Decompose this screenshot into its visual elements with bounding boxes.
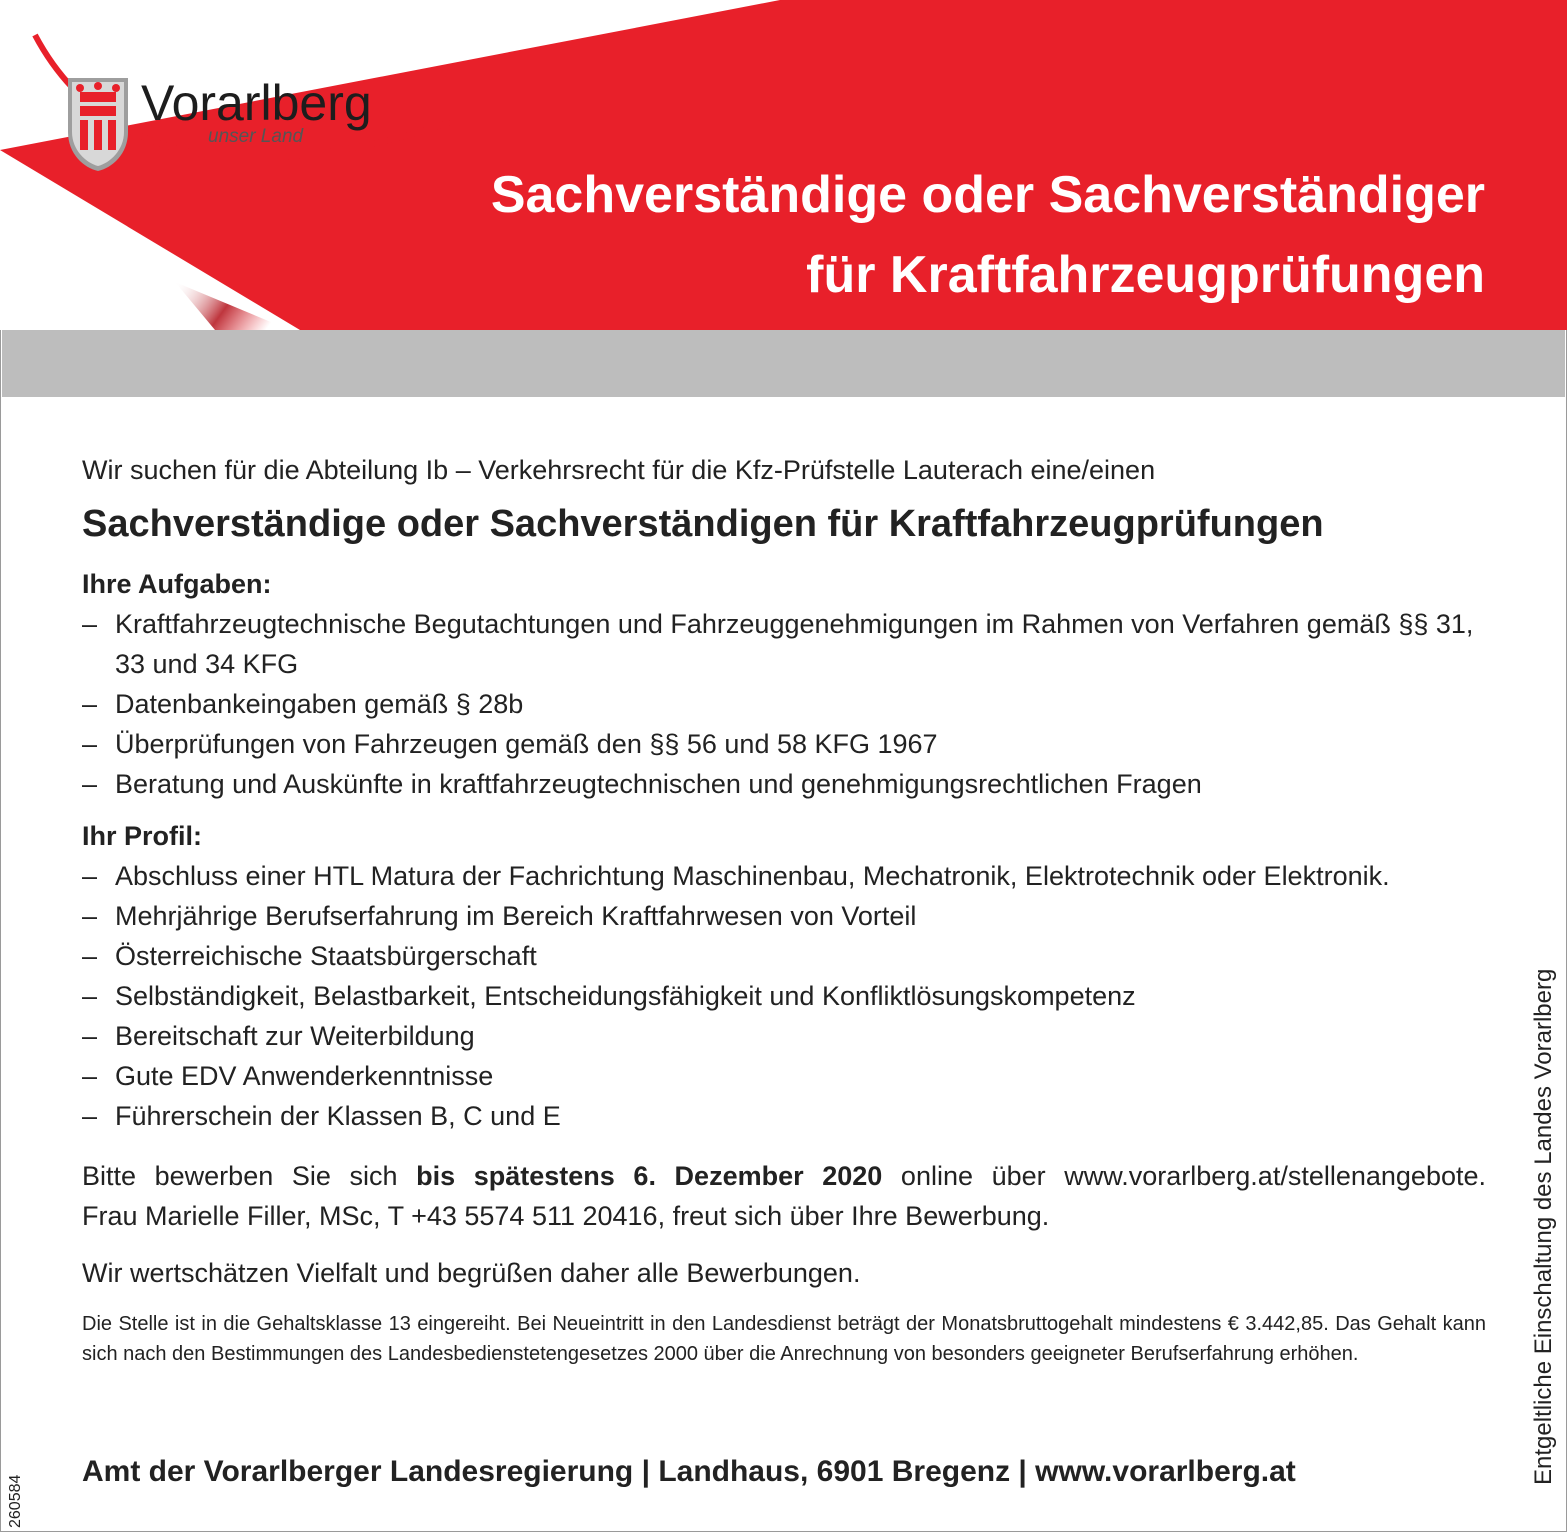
dash-bullet: – [82,981,98,1011]
coat-of-arms-icon [66,72,130,172]
list-item-text: Datenbankeingaben gemäß § 28b [115,689,524,719]
grey-divider-band [2,330,1565,397]
page-title [491,155,1485,315]
list-item-text: Abschluss einer HTL Matura der Fachrichtung Maschinenbau, Mechatronik, Elektrotechnik oder Elektronik. [115,861,1390,891]
tasks-heading: Ihre Aufgaben: [82,569,272,599]
list-item [82,684,1486,724]
profile-heading: Ihr Profil: [82,821,202,851]
dash-bullet: – [82,729,98,759]
list-item [82,604,1486,684]
list-item-text: Selbständigkeit, Belastbarkeit, Entscheidungsfähigkeit und Konfliktlösungskompetenz [115,981,1136,1011]
contact-person: Frau Marielle Filler, MSc, T +43 5574 511 20416, freut sich über Ihre Bewerbung. [82,1201,1050,1231]
list-item-text: Mehrjährige Berufserfahrung im Bereich Kraftfahrwesen von Vorteil [115,901,917,931]
dash-bullet: – [82,901,98,931]
diversity-statement: Wir wertschätzen Vielfalt und begrüßen daher alle Bewerbungen. [82,1258,861,1288]
list-item [82,1096,1486,1136]
dash-bullet: – [82,1021,98,1051]
list-item [82,976,1486,1016]
list-item [82,1016,1486,1056]
dash-bullet: – [82,609,98,639]
salary-note: Die Stelle ist in die Gehaltsklasse 13 eingereiht. Bei Neueintritt in den Landesdienst beträgt der Monatsbruttogehalt mindestens € 3.442,85. Das Gehalt kann sich nach den Bestimmungen des Landesbedienstetengesetzes 2000 über die Anrechnung von besonders geeigneter Berufserfahrung erhöhen. [82,1313,1486,1365]
header-banner [0,0,1567,330]
ad-reference-code: 260584 [7,1474,24,1528]
dash-bullet: – [82,861,98,891]
dash-bullet: – [82,941,98,971]
dash-bullet: – [82,1101,98,1131]
headline-line-2: für Kraftfahrzeugprüfungen [806,246,1485,304]
list-item-text: Beratung und Auskünfte in kraftfahrzeugtechnischen und genehmigungsrechtlichen Fragen [115,769,1202,799]
list-item [82,724,1486,764]
logo-tagline: unser Land [208,126,304,147]
headline-line-1: Sachverständige oder Sachverständiger [490,166,1485,224]
application-line-1 [82,1156,1486,1196]
list-item-text: Führerschein der Klassen B, C und E [115,1101,561,1131]
list-item-text: Bereitschaft zur Weiterbildung [115,1021,475,1051]
list-item-text: Überprüfungen von Fahrzeugen gemäß den §§ 56 und 58 KFG 1967 [115,729,938,759]
dash-bullet: – [82,769,98,799]
intro-text: Wir suchen für die Abteilung Ib – Verkehrsrecht für die Kfz-Prüfstelle Lauterach eine/einen [82,455,1156,485]
tasks-list [82,604,1486,804]
vorarlberg-logo [66,72,406,182]
list-item-text: Österreichische Staatsbürgerschaft [115,941,537,971]
list-item [82,936,1486,976]
application-deadline: bis spätestens 6. Dezember 2020 [416,1161,883,1191]
profile-list [82,856,1486,1136]
apply-prefix: Bitte bewerben Sie sich [82,1161,398,1191]
dash-bullet: – [82,689,98,719]
list-item [82,856,1486,896]
application-instructions [82,1156,1486,1236]
job-posting-body [82,450,1486,1369]
footer-address: Amt der Vorarlberger Landesregierung | Landhaus, 6901 Bregenz | www.vorarlberg.at [82,1455,1296,1488]
apply-suffix: online über www.vorarlberg.at/stellenangebote. [900,1161,1486,1191]
dash-bullet: – [82,1061,98,1091]
list-item [82,896,1486,936]
position-title: Sachverständige oder Sachverständigen für Kraftfahrzeugprüfungen [82,503,1324,545]
list-item [82,764,1486,804]
list-item [82,1056,1486,1096]
list-item-text: Gute EDV Anwenderkenntnisse [115,1061,494,1091]
paid-ad-notice: Entgeltliche Einschaltung des Landes Vorarlberg [1530,968,1557,1485]
logo-wordmark: Vorarlberg [141,75,372,131]
list-item-text: Kraftfahrzeugtechnische Begutachtungen und Fahrzeuggenehmigungen im Rahmen von Verfahren gemäß §§ 31, 33 und 34 KFG [115,609,1474,679]
